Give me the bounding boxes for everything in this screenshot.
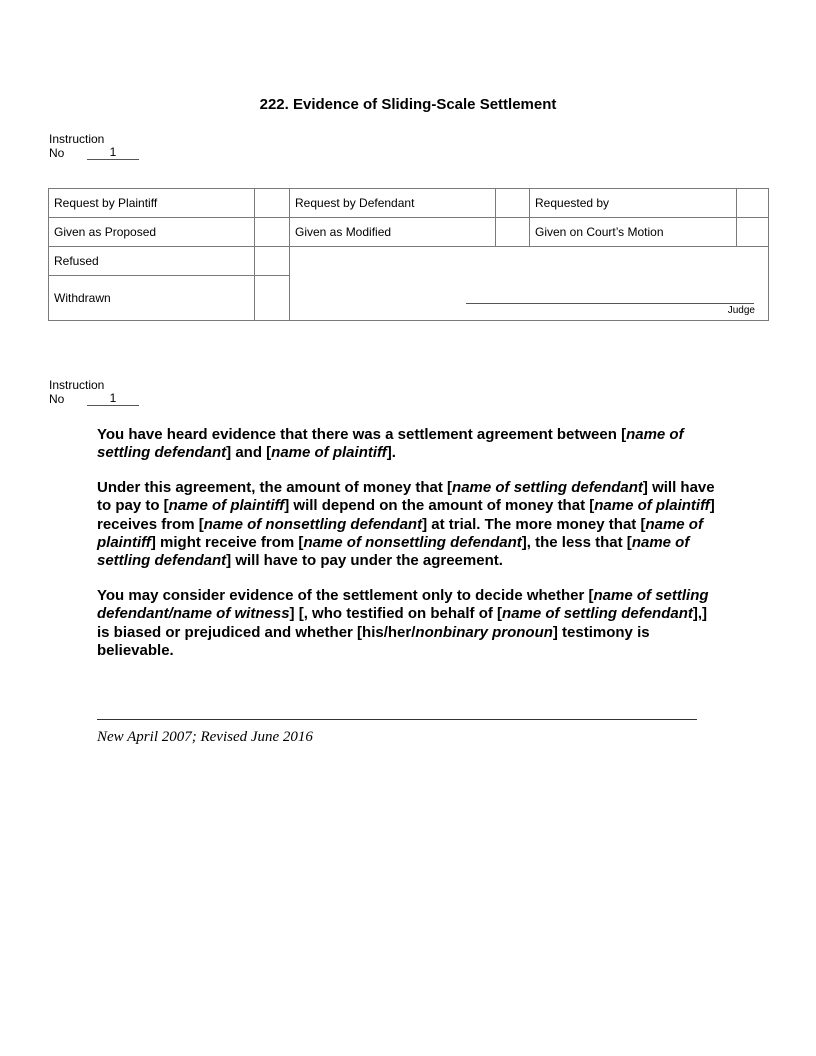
judge-label: Judge	[727, 305, 755, 316]
placeholder-text: name of plaintiff	[168, 497, 285, 515]
label: Withdrawn	[54, 291, 111, 305]
cell-request-by-plaintiff	[48, 188, 255, 218]
placeholder-text: name of plaintiff	[97, 515, 703, 551]
label: Given on Court’s Motion	[535, 225, 664, 239]
text-segment: You may consider evidence of the settlement only to decide whether [	[97, 587, 594, 605]
placeholder-text: name of settling defendant	[452, 479, 643, 497]
instruction-number-header-body	[49, 378, 139, 406]
text-segment: ] will depend on the amount of money that [	[284, 497, 595, 515]
cell-refused	[48, 246, 255, 276]
text-segment: ] might receive from [	[150, 533, 304, 551]
instruction-label: Instruction	[49, 378, 105, 392]
checkbox-request-by-plaintiff[interactable]	[254, 188, 290, 218]
checkbox-given-on-courts-motion[interactable]	[736, 217, 769, 247]
history-note: New April 2007; Revised June 2016	[97, 729, 313, 745]
text-segment: ] testimony is believable.	[97, 623, 650, 659]
checkbox-requested-by[interactable]	[736, 188, 769, 218]
instruction-number-header-top	[49, 132, 139, 160]
cell-withdrawn	[48, 275, 255, 321]
number-label: No	[49, 146, 65, 160]
text-segment: Under this agreement, the amount of money that [	[97, 479, 453, 497]
instruction-number-field[interactable]: 1	[87, 392, 139, 406]
checkbox-given-as-proposed[interactable]	[254, 217, 290, 247]
placeholder-text: name of plaintiff	[271, 444, 387, 462]
text-segment: ].	[386, 444, 396, 462]
label: Request by Defendant	[295, 196, 415, 210]
text-segment: ] and [	[226, 444, 272, 462]
placeholder-text: name of nonsettling defendant	[203, 515, 423, 533]
text-segment: ],] is biased or prejudiced and whether [his/her/	[97, 605, 708, 641]
placeholder-text: name of settling defendant	[97, 533, 690, 570]
text-segment: ] receives from [	[97, 497, 715, 533]
paragraph	[97, 587, 717, 660]
checkbox-withdrawn[interactable]	[254, 275, 290, 321]
label: Given as Modified	[295, 225, 392, 239]
instruction-number-field[interactable]: 1	[87, 146, 139, 160]
label: Request by Plaintiff	[54, 196, 158, 210]
text-segment: ] [, who testified on behalf of [	[289, 605, 503, 623]
text-segment: ] will have to pay to [	[97, 479, 715, 515]
paragraph	[97, 426, 717, 463]
checkbox-refused[interactable]	[254, 246, 290, 276]
paragraph	[97, 479, 717, 570]
placeholder-text: name of settling defendant/name of witness	[97, 587, 709, 623]
placeholder-text: name of settling defendant	[97, 426, 684, 462]
cell-request-by-defendant	[289, 188, 496, 218]
placeholder-text: name of plaintiff	[594, 497, 710, 515]
text-segment: You have heard evidence that there was a settlement agreement between [	[97, 426, 627, 443]
label: Requested by	[535, 196, 610, 210]
disposition-table	[48, 188, 769, 321]
text-segment: ] will have to pay under the agreement.	[226, 552, 503, 570]
judge-signature-area	[289, 246, 769, 321]
instruction-body	[97, 426, 717, 677]
text-segment: ], the less that [	[521, 533, 632, 551]
footer-divider	[97, 719, 697, 720]
placeholder-text: name of settling defendant	[502, 605, 693, 623]
checkbox-request-by-defendant[interactable]	[495, 188, 530, 218]
page-title: 222. Evidence of Sliding-Scale Settlement	[259, 96, 557, 113]
cell-given-on-courts-motion	[529, 217, 737, 247]
cell-given-as-proposed	[48, 217, 255, 247]
placeholder-text: name of nonsettling defendant	[303, 533, 522, 551]
placeholder-text: nonbinary pronoun	[415, 623, 553, 641]
label: Given as Proposed	[54, 225, 157, 239]
instruction-label: Instruction	[49, 132, 105, 146]
label: Refused	[54, 254, 99, 268]
number-label: No	[49, 392, 65, 406]
cell-requested-by	[529, 188, 737, 218]
judge-signature-line[interactable]	[466, 303, 754, 304]
checkbox-given-as-modified[interactable]	[495, 217, 530, 247]
cell-given-as-modified	[289, 217, 496, 247]
text-segment: ] at trial. The more money that [	[422, 515, 646, 533]
